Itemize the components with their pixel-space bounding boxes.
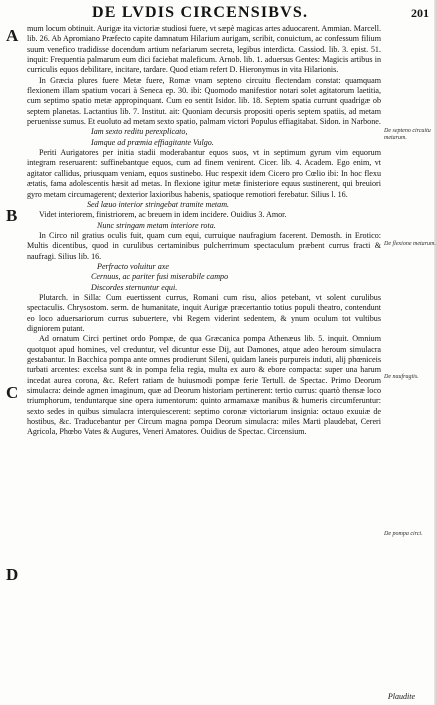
margin-note: De septeno circuitu metarum. (384, 128, 431, 142)
verse-line: Perfracto voluitur axe (97, 261, 169, 271)
margin-note: De pompa circi. (384, 531, 423, 537)
paragraph: Videt interiorem, finistriorem, ac breuem in idem incidere. Ouidius 3. Amor. (39, 210, 287, 220)
verse-line: Nunc stringam metam interiore rota. (97, 220, 216, 230)
paragraph: In Græcia plures fuere Metæ fuere, Romæ vnam septeno circuitu flectendam constat: quamquam flexionem illam spatium vocari à Seneca ep. 30. ibi: Quomodo manifestior notari solet agitatorum laetitia, cum septimo spatio metæ appropinquant. Cum eo sentit Isidor. lib. 18. Septem spatia currunt quadrigæ ob septem planetas. Lactantius lib. 7. Institut. ait: Quoniam decursis propositi operis septem spatiis, ad metam peruenisse sumus. Et euoluto ad metam sexto spatio, palmam victori Populus effiagitabat. Sidon. in Narbone. (27, 75, 381, 127)
verse-line: Discordes sternuntur equi. (91, 282, 178, 292)
section-letter-a: A (6, 26, 19, 45)
section-letter-b: B (6, 206, 18, 225)
section-letter-d: D (6, 565, 19, 584)
verse-line: Sed læuo interior stringebat tramite metam. (87, 199, 230, 209)
verse-line: Iamque ad præmia effiagitante Vulgo. (91, 137, 214, 147)
paragraph: Periti Aurigatores per initia stadii moderabantur equos suos, vt in septimum gyrum vim equorum integram reseruarent: suffinebantque equos, cum ad finem venirent. Cicer. lib. 4. Academ. Ego enim, vt agitator callidus, priusquam veniam, equos sustinebo. Huc respexit idem Cicero pro Cœlio ibi: In hoc flexu ætatis, fama adolescentis hæsit ad metas. In flexione igitur metæ finisteriore equus sustinerent, qui breuiori gyro metam circumagerent; dexterior laxioribus habenis, spatioque remotiori ferebatur. Silius l. 16. (27, 148, 381, 199)
running-header (0, 2, 437, 24)
paragraph: Plutarch. in Silla: Cum euertissent currus, Romani cum risu, alios petebant, vt solent curulibus spectaculis. Chrysostom. serm. de humanitate, inquit Aurigæ præcertantio totius populi theatro, contendunt eo loco aduersariorum currus subuertere, vbi Regem viderint sedentem, & ynum oculum tot vultibus digniorem putant. (27, 292, 381, 333)
margin-note: De naufragiis. (384, 374, 419, 380)
section-letter-c: C (6, 383, 19, 402)
paragraph: In Circo nil gratius oculis fuit, quam cum equi, curruique naufragium facerent. Demosth. in Erotico: Multis dicentibus, quod in curulibus certaminibus pulcherrimum spectaculum præbent currus fracti & naufragi. Silius lib. 16. (27, 230, 381, 261)
paragraph: mum locum obtinuit. Aurigæ ita victoriæ studiosi fuere, vt sæpè magicas artes aduocarent. Ammian. Marcell. lib. 26. Ab Apromiano Præfecto capite damnatum Hilarium aurigam, scribit, conuictum, ac confessum filium suum venefico tradidisse docendum artium nefariarum secreta, legibus interdicta. Cassiod. lib. 3. epist. 51. inquit: Frequentia palmarum eum dici faciebat maleficum. Arnob. lib. 1. aduersus Gentes: Magicis artibus in curriculis equos debilitare, incitare, tardare. Quod etiam refert D. Hieronymus in vita Hilarionis. (27, 24, 381, 75)
verse-line: Cernuus, ac pariter fusi miserabile campo (91, 272, 229, 282)
main-text-column (27, 24, 381, 438)
verse-line: Iam sexto reditu perexplicato, (91, 127, 188, 137)
paragraph: Ad ornatum Circi pertinet ordo Pompæ, de qua Græcanica pompa Athenæus lib. 5. inquit. Omnium quotquot apud homines, vel creduntur, vel dicuntur esse Dij, aut Damones, atque adeo heroum simulacra gestabantur. In Bacchica pompa ante omnes prodierunt Sileni, quidam laneis purpureis induti, alij phœniceis turbati arcentes: excelsa sunt & in pompa felia regia, multa ex auro & ebore compacta: super una harum incedat aurea corona, &c. Refert ratiam de huiusmodi pompæ ferie Tertull. de Spectac. Primo Deorum simulacra: deinde agmen imaginum, quæ ad Deorum historiam pertinerent: tertio currus: quartò thensæ loco triumphorum, tenduntarque sine opera iumentorum: quinto armamaxæ manibus & humeris circumferuntur: sexto sedes in quibus simulacra interquiescerent: septimo coronæ victoriarum insignia: octauo exuuiæ de hostibus, &c. Traducebantur per Circum magna pompa Deorum simulacra: miles Marti plaudebat, Cereri Agricola, Phœbo Vates & Augures, Veneri Amatores. Ouidius de Spectac. Circensium. (27, 334, 381, 437)
catchword: Plaudite (387, 692, 415, 701)
margin-note: De flexione metarum. (384, 241, 436, 247)
page-number: 201 (411, 6, 429, 20)
running-title: DE LVDIS CIRCENSIBVS. (92, 4, 309, 21)
